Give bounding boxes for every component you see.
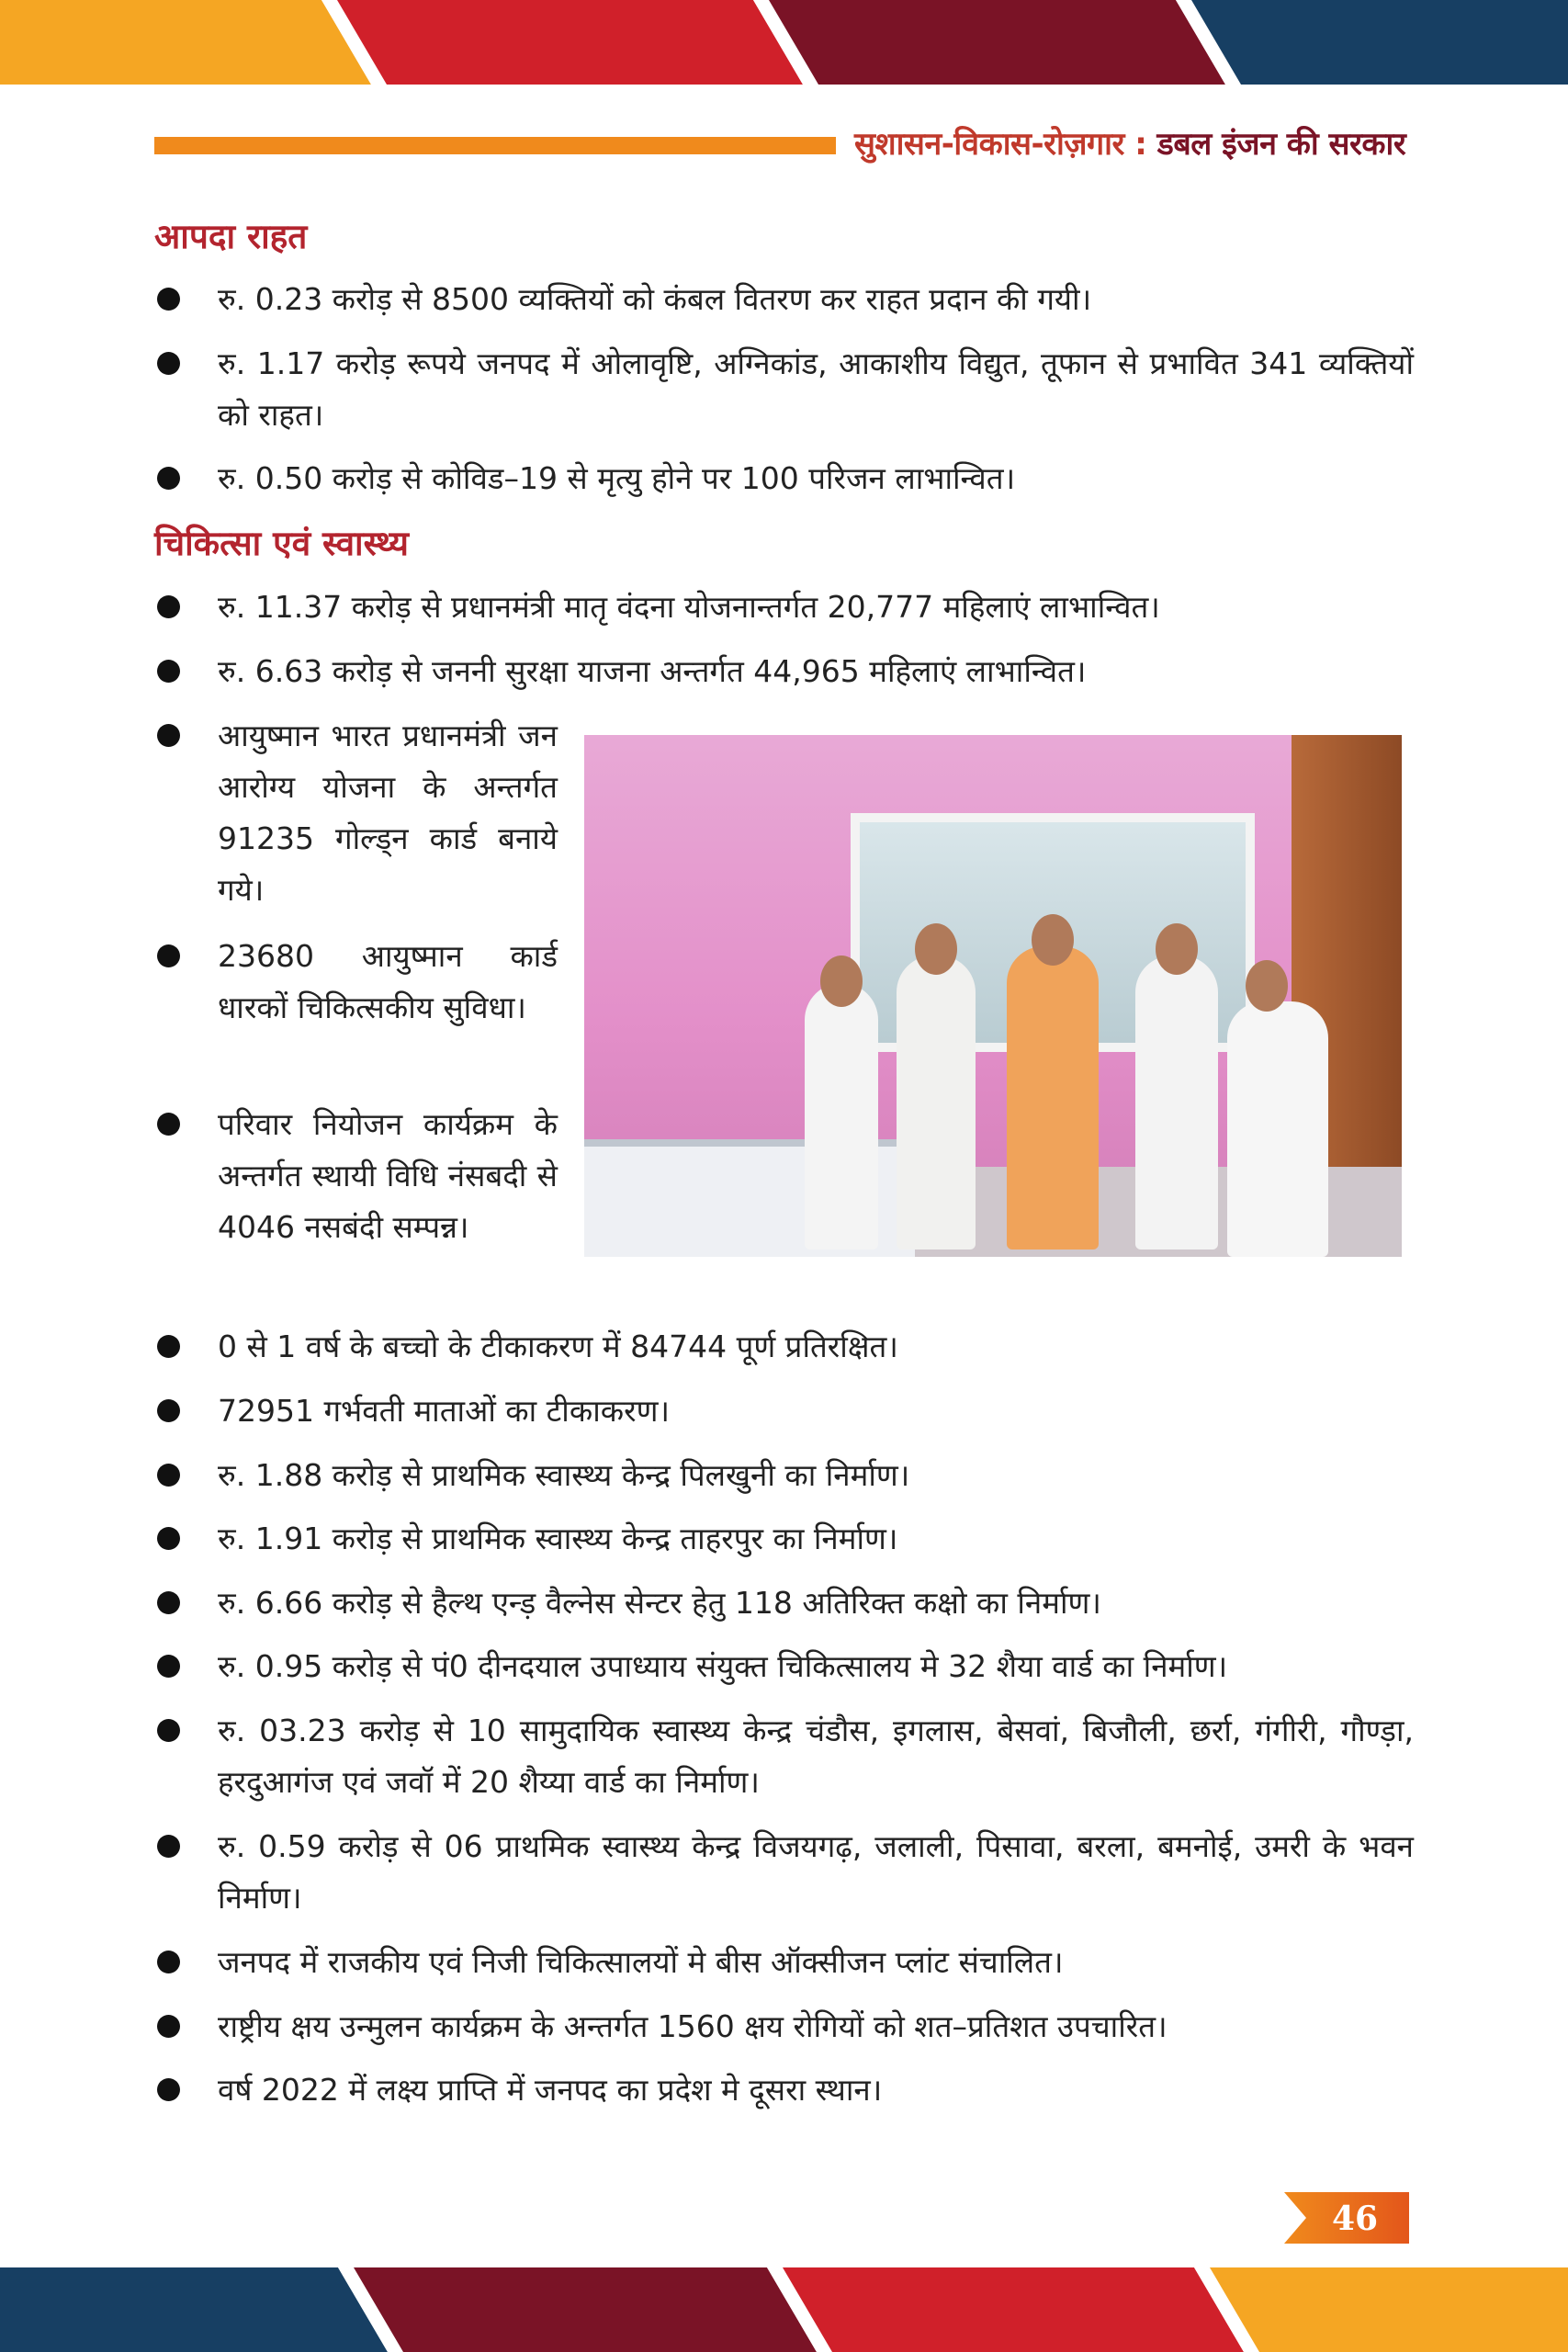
bottom-color-band (0, 2267, 1568, 2352)
section-title-health: चिकित्सा एवं स्वास्थ्य (154, 524, 409, 563)
photo-person-head (820, 956, 863, 1007)
list-item: 0 से 1 वर्ष के बच्चो के टीकाकरण में 84744 पूर्ण प्रतिरक्षित। (218, 1321, 1414, 1373)
list-item: रु. 6.66 करोड़ से हैल्थ एन्ड़ वैल्नेस सेन्टर हेतु 118 अतिरिक्त कक्षो का निर्माण। (218, 1577, 1414, 1629)
photo-person (1007, 946, 1099, 1250)
photo-person-head (915, 923, 957, 975)
photo-person (897, 956, 976, 1250)
top-color-band (0, 0, 1568, 85)
list-item: परिवार नियोजन कार्यक्रम के अन्तर्गत स्थायी विधि नंसबदी से 4046 नसबंदी सम्पन्न। (218, 1099, 558, 1253)
list-item: जनपद में राजकीय एवं निजी चिकित्सालयों मे बीस ऑक्सीजन प्लांट संचालित। (218, 1937, 1414, 1988)
list-item: रु. 0.59 करोड़ से 06 प्राथमिक स्वास्थ्य केन्द्र विजयगढ़, जलाली, पिसावा, बरला, बमनोई, उमरी के भवन निर्माण। (218, 1821, 1414, 1924)
photo-person-head (1156, 923, 1198, 975)
header-title (854, 121, 1419, 164)
photo-person-head (1032, 914, 1074, 966)
header-rule (154, 137, 836, 154)
list-item: रु. 03.23 करोड़ से 10 सामुदायिक स्वास्थ्य केन्द्र चंडौस, इगलास, बेसवां, बिजौली, छर्रा, गंगीरी, गौण्ड़ा, हरदुआगंज एवं जवॉ में 20 शैय्या वार्ड का निर्माण। (218, 1705, 1414, 1808)
list-item: रु. 1.17 करोड़ रूपये जनपद में ओलावृष्टि, अग्निकांड, आकाशीय विद्युत, तूफान से प्रभावित 341 व्यक्तियों को राहत। (218, 338, 1414, 441)
list-item: वर्ष 2022 में लक्ष्य प्राप्ति में जनपद का प्रदेश मे दूसरा स्थान। (218, 2064, 1414, 2116)
header-title-part1: सुशासन-विकास-रोज़गार : (854, 126, 1147, 163)
photo-person (805, 983, 878, 1250)
photo-person-head (1246, 960, 1288, 1012)
list-item: राष्ट्रीय क्षय उन्मुलन कार्यक्रम के अन्तर्गत 1560 क्षय रोगियों को शत–प्रतिशत उपचारित। (218, 2001, 1414, 2052)
photo-person (1135, 956, 1218, 1250)
list-item: रु. 11.37 करोड़ से प्रधानमंत्री मातृ वंदना योजनान्तर्गत 20,777 महिलाएं लाभान्वित। (218, 582, 1414, 633)
list-item: रु. 6.63 करोड़ से जननी सुरक्षा याजना अन्तर्गत 44,965 महिलाएं लाभान्वित। (218, 646, 1414, 697)
list-item: रु. 1.88 करोड़ से प्राथमिक स्वास्थ्य केन्द्र पिलखुनी का निर्माण। (218, 1450, 1414, 1501)
list-item: 23680 आयुष्मान कार्ड धारकों चिकित्सकीय सुविधा। (218, 931, 558, 1034)
list-item: 72951 गर्भवती माताओं का टीकाकरण। (218, 1385, 1414, 1437)
list-item: रु. 0.23 करोड़ से 8500 व्यक्तियों को कंबल वितरण कर राहत प्रदान की गयी। (218, 274, 1414, 325)
list-item: रु. 1.91 करोड़ से प्राथमिक स्वास्थ्य केन्द्र ताहरपुर का निर्माण। (218, 1513, 1414, 1565)
photo-person (1227, 1001, 1328, 1257)
list-item: रु. 0.95 करोड़ से पं0 दीनदयाल उपाध्याय संयुक्त चिकित्सालय मे 32 शैया वार्ड का निर्माण। (218, 1641, 1414, 1692)
list-item: रु. 0.50 करोड़ से कोविड–19 से मृत्यु होने पर 100 परिजन लाभान्वित। (218, 453, 1414, 504)
hospital-visit-photo (584, 735, 1402, 1257)
header-title-part2: डबल इंजन की सरकार (1146, 126, 1406, 163)
list-item: आयुष्मान भारत प्रधानमंत्री जन आरोग्य योजना के अन्तर्गत 91235 गोल्ड्न कार्ड बनाये गये। (218, 710, 558, 916)
section-title-disaster-relief: आपदा राहत (154, 217, 308, 256)
page-number: 46 (1331, 2199, 1379, 2238)
